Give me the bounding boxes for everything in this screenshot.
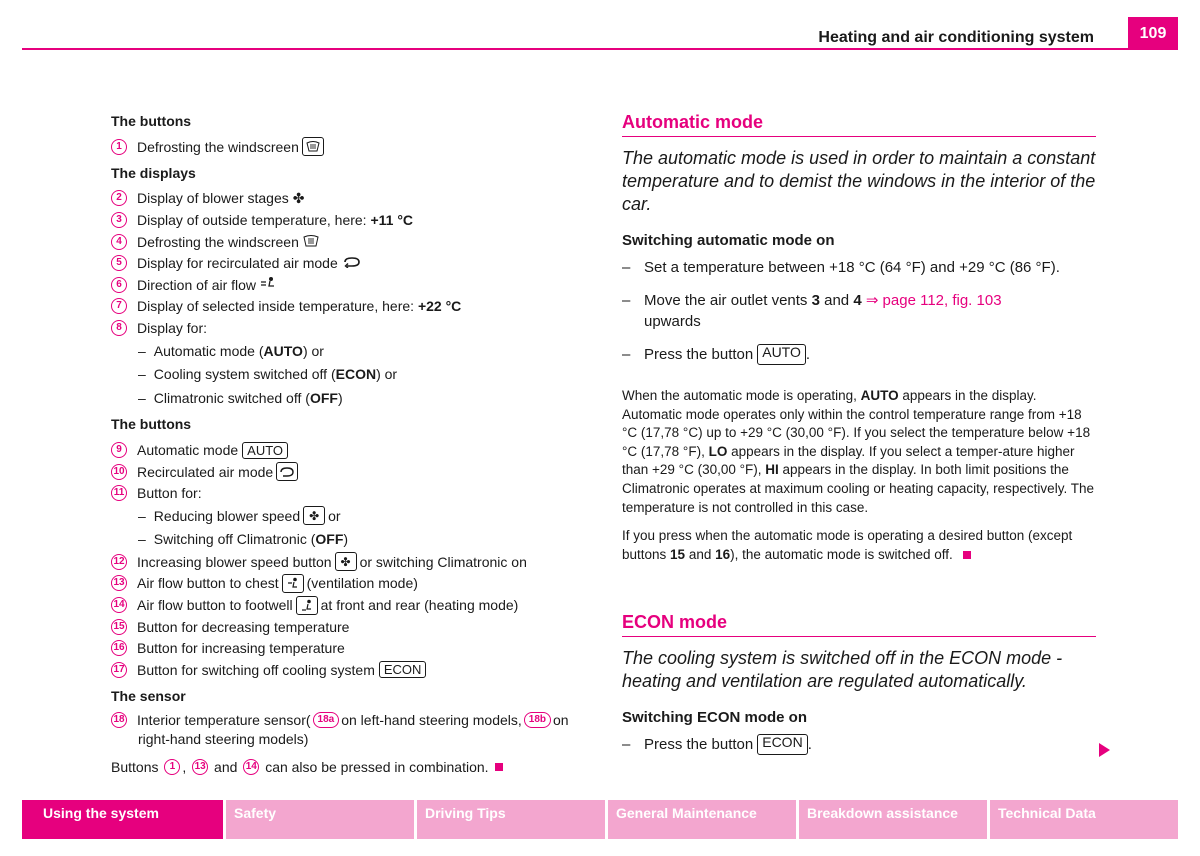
airflow-direction-icon [260,276,276,294]
combination-note: Buttons 1 , 13 and 14 can also be pressed in combination. [111,755,591,779]
display-sub-auto: – Automatic mode ( AUTO ) or [138,342,324,359]
legend-item-11 [111,482,591,504]
callout-number: 8 [111,320,127,336]
header-rule [22,48,1178,50]
legend-text: Air flow button to footwell [137,597,293,614]
legend-text: Button for increasing temperature [137,640,345,657]
legend-item-5 [111,252,591,274]
next-page-arrow-icon[interactable] [1099,743,1110,757]
legend-item-16 [111,637,591,659]
legend-item-13: 13 Air flow button to chest (ventilation mode) [111,573,591,595]
callout-18b: 18b [524,712,551,728]
tab-safety[interactable]: Safety [226,800,414,839]
callout-number: 18 [111,712,127,728]
chapter-nav [22,800,1178,839]
blower-fan-icon: ✤ [292,190,305,207]
footwell-airflow-icon [296,596,318,615]
econ-step-1: – Press the button ECON . [622,734,812,754]
buttons-heading: The buttons [111,113,192,129]
legend-text: Display of selected inside temperature, here: [137,298,418,315]
callout-number: 14 [111,597,127,613]
recirculation-icon [342,254,362,272]
section-end-mark [963,551,971,559]
legend-text: Display of outside temperature, here: [137,211,371,228]
legend-text: Automatic mode [137,442,239,459]
callout-number: 13 [192,759,208,775]
auto-step-3: – Press the button AUTO . [622,344,811,363]
callout-number: 5 [111,255,127,271]
legend-item-15 [111,616,591,638]
legend-item-8 [111,317,591,339]
legend-text: Air flow button to chest [137,575,279,592]
legend-text: Button for decreasing temperature [137,618,350,635]
econ-button-label: ECON [379,661,427,678]
legend-item-7 [111,296,591,318]
mode-descriptions [622,112,1096,755]
legend-item-17 [111,659,591,681]
callout-number: 11 [111,485,127,501]
econ-mode-heading: ECON mode [622,612,1096,637]
legend-text: Direction of air flow [137,276,257,293]
chapter-title: Heating and air conditioning system [818,29,1094,46]
blower-fan-icon: ✤ [335,552,357,571]
legend-item-10 [111,461,591,483]
callout-number: 6 [111,277,127,293]
legend-item-18: 18 Interior temperature sensor( 18a on left-hand steering models, 18b on [111,711,591,729]
page-number: 109 [1128,17,1178,50]
callout-number: 1 [111,139,127,155]
legend-item-3 [111,209,591,231]
legend-item-1 [111,136,591,158]
legend-item-12: 12 Increasing blower speed button ✤ or switching Climatronic on [111,551,591,573]
controls-legend [111,112,591,779]
callout-number: 13 [111,575,127,591]
auto-button-label: AUTO [757,344,806,365]
chest-airflow-icon [282,574,304,593]
figure-reference-link[interactable]: ⇒ page 112, fig. 103 [861,292,1002,309]
legend-item-14: 14 Air flow button to footwell at front and rear (heating mode) [111,594,591,616]
automatic-mode-heading: Automatic mode [622,112,1096,137]
legend-item-2 [111,188,591,210]
tab-driving-tips[interactable]: Driving Tips [417,800,605,839]
windscreen-defrost-icon [303,233,319,251]
auto-step-1: – Set a temperature between +18 °C (64 °F) and +29 °C (86 °F). [622,259,1060,276]
automatic-mode-body-1: When the automatic mode is operating, AUTO appears in the display. Automatic mode operates only within the control temperature range from +18 °C (17,78 °C) up to +29 °C (30,00 °F). If you select the temperature below +18 °C (17,78 °F), LO appears in the display. If you select a temper-ature higher than +29 °C (30,00 °F), HI appears in the display. In both limit positions the Climatronic operates at maximum cooling or heating capacity, respectively. The temperature is not controlled in this case. [622,388,1094,515]
legend-item-4 [111,231,591,253]
auto-button-label: AUTO [242,442,288,459]
econ-button-label: ECON [757,734,807,755]
inside-temperature-value: +22 °C [417,298,462,315]
legend-text: Recirculated air mode [137,463,274,480]
legend-item-6 [111,274,591,296]
automatic-mode-body-2: If you press when the automatic mode is operating a desired button (except buttons 15 and 16), the automatic mode is switched off. [622,528,1073,562]
section-end-mark [495,763,503,771]
legend-item-18-continued: right-hand steering models) [138,730,309,747]
econ-mode-subheading: Switching ECON mode on [622,709,808,727]
legend-text: Defrosting the windscreen [137,138,299,155]
callout-number: 17 [111,662,127,678]
legend-text: Increasing blower speed button [137,553,332,570]
legend-text: Button for switching off cooling system [137,661,375,678]
auto-step-2: – Move the air outlet vents 3 and 4 ⇒ page 112, fig. 103 upwards [622,292,1002,330]
button-sub-reduce: – Reducing blower speed ✤ or [138,507,341,524]
sensor-heading: The sensor [111,687,186,704]
automatic-mode-lead: The automatic mode is used in order to maintain a constant temperature and to demist the windows in the interior of the car. [622,148,1096,214]
callout-number: 2 [111,190,127,206]
legend-text: Display for recirculated air mode [137,255,338,272]
legend-text: Button for: [137,485,202,502]
recirculation-icon [276,462,298,481]
callout-number: 15 [111,619,127,635]
callout-number: 16 [111,640,127,656]
callout-number: 3 [111,212,127,228]
tab-general-maintenance[interactable]: General Maintenance [608,800,796,839]
buttons-heading: The buttons [111,416,192,433]
display-sub-econ: – Cooling system switched off ( ECON ) or [138,366,398,382]
tab-technical-data[interactable]: Technical Data [990,800,1178,839]
blower-fan-icon: ✤ [303,506,325,525]
outside-temperature-value: +11 °C [370,211,414,228]
callout-number: 10 [111,464,127,480]
callout-number: 9 [111,442,127,458]
callout-18a: 18a [313,712,340,728]
callout-number: 14 [243,759,259,775]
legend-text: Defrosting the windscreen [137,233,299,250]
tab-breakdown-assistance[interactable]: Breakdown assistance [799,800,987,839]
legend-text: Display of blower stages [137,190,289,207]
callout-number: 7 [111,298,127,314]
callout-number: 1 [164,759,180,775]
callout-number: 12 [111,554,127,570]
windscreen-defrost-icon [302,137,324,156]
legend-item-9 [111,439,591,461]
econ-mode-lead: The cooling system is switched off in the ECON mode - heating and ventilation are regulated automatically. [622,648,1063,692]
automatic-mode-subheading: Switching automatic mode on [622,232,835,249]
displays-heading: The displays [111,164,196,181]
callout-number: 4 [111,234,127,250]
button-sub-off: – Switching off Climatronic ( OFF ) [138,531,349,548]
tab-using-the-system[interactable]: Using the system [22,800,223,839]
display-sub-off: – Climatronic switched off ( OFF ) [138,389,343,406]
legend-text: Display for: [137,319,208,336]
